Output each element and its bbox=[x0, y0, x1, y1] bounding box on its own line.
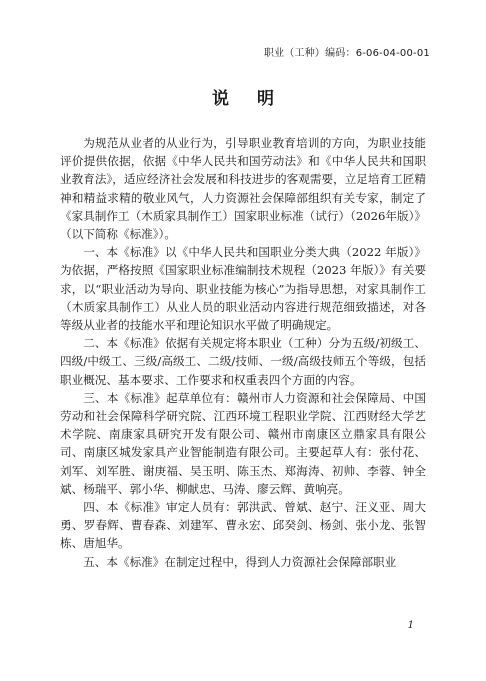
paragraph-4: 四、本《标准》审定人员有：郭洪武、曾斌、赵宁、汪义亚、周大勇、罗春辉、曹春森、刘建军、曹永宏、邱癸剑、杨剑、张小龙、张智栋、唐旭华。 bbox=[60, 500, 426, 551]
paragraph-1: 一、本《标准》以《中华人民共和国职业分类大典（2022 年版）》为依据，严格按照《国家职业标准编制技术规程（2023 年版）》有关要求，以“职业活动为导向、职业技能为核心”为指导思想，对家具制作工（木质家具制作工）从业人员的职业活动内容进行规范细致描述，对各等级从业者的技能水平和理论知识水平做了明确规定。 bbox=[60, 245, 426, 333]
paragraph-3: 三、本《标准》起草单位有：赣州市人力资源和社会保障局、中国劳动和社会保障科学研究院、江西环境工程职业学院、江西财经大学艺术学院、南康家具研究开发有限公司、赣州市南康区立鼎家具有限公司、南康区城发家具产业智能制造有限公司。主要起草人有：张付花、刘军、刘军胜、谢庚福、吴玉明、陈玉杰、郑海涛、初帅、李蓉、钟全斌、杨瑞平、郭小华、柳献忠、马涛、廖云辉、黄响亮。 bbox=[60, 390, 426, 496]
paragraph-2: 二、本《标准》依据有关规定将本职业（工种）分为五级/初级工、四级/中级工、三级/高级工、二级/技师、一级/高级技师五个等级，包括职业概况、基本要求、工作要求和权重表四个方面的内容。 bbox=[60, 336, 426, 387]
document-body bbox=[60, 134, 426, 571]
page-title: 说明 bbox=[212, 89, 302, 109]
paragraph-5: 五、本《标准》在制定过程中，得到人力资源社会保障部职业 bbox=[83, 554, 397, 569]
page-number: 1 bbox=[407, 620, 414, 631]
occupation-code-header: 职业（工种）编码：6-06-04-00-01 bbox=[263, 48, 430, 59]
intro-paragraph: 为规范从业者的从业行为，引导职业教育培训的方向，为职业技能评价提供依据，依据《中华人民共和国劳动法》和《中华人民共和国职业教育法》，适应经济社会发展和科技进步的客观需要，立足培育工匠精神和精益求精的敬业风气，人力资源社会保障部组织有关专家，制定了《家具制作工（木质家具制作工）国家职业标准（试行）（2026年版）》（以下简称《标准》）。 bbox=[60, 136, 426, 242]
